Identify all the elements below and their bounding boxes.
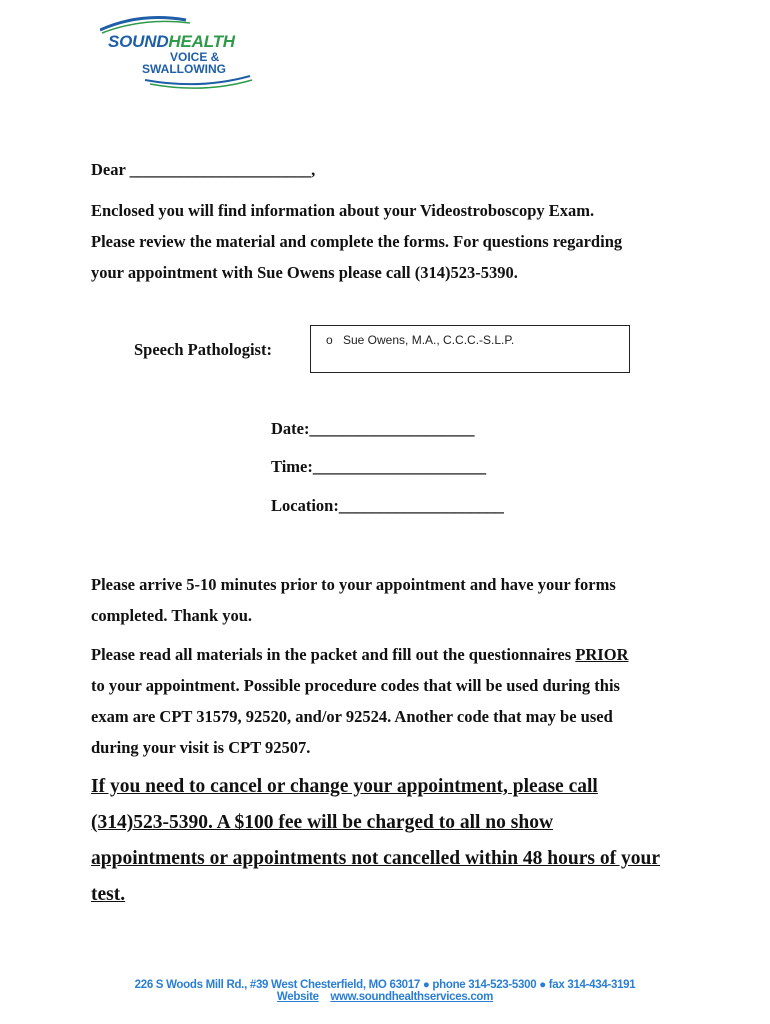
read-line-4: during your visit is CPT 92507. xyxy=(91,738,311,757)
cancel-line-1: If you need to cancel or change your appointment, please call xyxy=(91,776,598,797)
intro-line-3: your appointment with Sue Owens please call (314)523-5390. xyxy=(91,263,518,282)
read-line-1-text: Please read all materials in the packet and fill out the questionnaires xyxy=(91,645,576,664)
salutation: Dear ______________________, xyxy=(91,160,316,179)
location-field: Location:____________________ xyxy=(271,496,504,515)
read-line-1 xyxy=(91,645,628,665)
arrive-line-2: completed. Thank you. xyxy=(91,606,253,625)
date-field: Date:____________________ xyxy=(271,419,475,438)
logo-line3: SWALLOWING xyxy=(142,62,226,76)
soundhealth-logo xyxy=(100,14,260,90)
cancel-line-2: (314)523-5390. A $100 fee will be charged to all no show xyxy=(91,812,554,833)
pathologist-box xyxy=(310,325,630,373)
read-line-2: to your appointment. Possible procedure codes that will be used during this xyxy=(91,676,620,695)
logo-brand xyxy=(108,32,235,52)
pathologist-name: Sue Owens, M.A., C.C.C.-S.L.P. xyxy=(343,333,515,347)
read-line-3: exam are CPT 31579, 92520, and/or 92524. Another code that may be used xyxy=(91,707,613,726)
footer-address: 226 S Woods Mill Rd., #39 West Chesterfield, MO 63017 ● phone 314-523-5300 ● fax 314-434-3191 xyxy=(134,979,636,991)
logo-brand-sound: SOUND xyxy=(108,32,169,51)
pathologist-label: Speech Pathologist: xyxy=(134,340,272,359)
logo-line2: VOICE & xyxy=(170,50,220,64)
intro-line-2: Please review the material and complete the forms. For questions regarding xyxy=(91,232,623,251)
prior-emphasis: PRIOR xyxy=(575,645,629,664)
website-link[interactable]: www.soundhealthservices.com xyxy=(330,991,494,1003)
arrive-line-1: Please arrive 5-10 minutes prior to your appointment and have your forms xyxy=(91,575,616,594)
logo-brand-health: HEALTH xyxy=(168,32,235,51)
footer-website xyxy=(0,991,770,1003)
intro-line-1: Enclosed you will find information about your Videostroboscopy Exam. xyxy=(91,201,595,220)
bullet-icon: o xyxy=(326,333,333,347)
time-field: Time:_____________________ xyxy=(271,457,487,476)
cancel-line-4: test. xyxy=(91,884,126,905)
cancel-line-3: appointments or appointments not cancelled within 48 hours of your xyxy=(91,848,660,869)
website-label[interactable]: Website xyxy=(276,991,319,1003)
pathologist-item xyxy=(326,333,515,347)
